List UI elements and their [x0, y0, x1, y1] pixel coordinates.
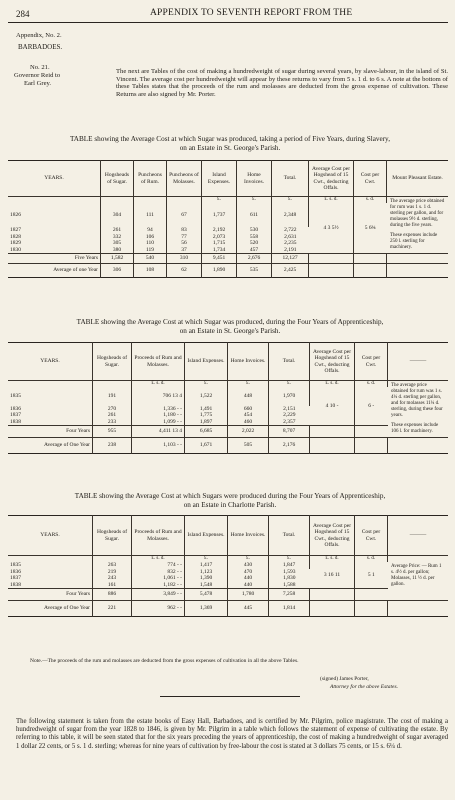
- unit: £. s. d.: [310, 381, 355, 388]
- t3-h-remarks: ———: [388, 516, 449, 556]
- t1-remark-1: The average price obtained for rum was 1 s. 1 d. sterling per gallon, and for molasses 9½ d. sterling, during the five years.: [390, 199, 445, 228]
- rum: 94: [134, 227, 167, 233]
- label: Four Years: [8, 426, 93, 438]
- island: 1,548: [185, 582, 228, 589]
- t3-h-hogsheads: Hogsheads of Sugar.: [93, 516, 132, 556]
- unit: £. s. d.: [132, 381, 185, 388]
- year: 1829: [8, 240, 101, 246]
- hogsheads: 306: [101, 264, 134, 278]
- year: 1836: [8, 569, 93, 575]
- t1-per-cwt: 5 6¾: [364, 225, 376, 231]
- proceeds: 774 - -: [132, 562, 185, 568]
- unit: £. s. d.: [310, 556, 355, 563]
- hogsheads: 221: [93, 601, 132, 617]
- year: 1827: [8, 227, 101, 233]
- total: 2,348: [272, 203, 309, 227]
- unit: £.: [185, 381, 228, 388]
- proceeds: 1,103 - -: [132, 438, 185, 454]
- hogsheads: 380: [101, 247, 134, 254]
- island: 1,369: [185, 601, 228, 617]
- year: 1838: [8, 582, 93, 589]
- molasses: 56: [167, 240, 202, 246]
- total: 12,127: [272, 254, 309, 264]
- table2-caption-2: on an Estate in St. George's Parish.: [179, 327, 281, 335]
- hogsheads: 243: [93, 575, 132, 581]
- island: 9,451: [202, 254, 237, 264]
- proceeds: 1,182 - -: [132, 582, 185, 589]
- sidebar-colony: BARBADOES.: [18, 43, 63, 51]
- molasses: 67: [167, 203, 202, 227]
- table2: [8, 342, 448, 454]
- proceeds: 832 - -: [132, 569, 185, 575]
- molasses: 77: [167, 234, 202, 240]
- t1-avg-hhd: 4 3 5½: [309, 203, 354, 253]
- t3-remarks-cell: [388, 556, 449, 601]
- home: 470: [228, 569, 269, 575]
- t1-h-cwt: Cost per Cwt.: [354, 161, 387, 197]
- island: 1,715: [202, 240, 237, 246]
- molasses: 37: [167, 247, 202, 254]
- home: 457: [237, 247, 272, 254]
- t1-h-avg: Average Cost per Hogshead of 15 Cwt., deducting Offals.: [309, 161, 354, 197]
- table1-caption-2: on an Estate in St. George's Parish.: [179, 144, 281, 152]
- proceeds: 3,849 - -: [132, 589, 185, 601]
- t2-h-cwt: Cost per Cwt.: [355, 343, 388, 381]
- table3: [8, 515, 448, 617]
- t3-average-row: [8, 601, 448, 617]
- proceeds: 1,180 - -: [132, 412, 185, 418]
- island: 5,478: [185, 589, 228, 601]
- sidebar-governor-1: Governor Reid to: [14, 72, 61, 79]
- molasses: 62: [167, 264, 202, 278]
- home: 448: [228, 387, 269, 405]
- t3-four-years-row: [8, 589, 448, 601]
- t1-h-molasses: Puncheons of Molasses.: [167, 161, 202, 197]
- t3-avg-hhd: 3 16 11: [310, 562, 355, 588]
- total: 1,593: [283, 568, 296, 575]
- t2-average-row: [8, 438, 448, 454]
- year: 1830: [8, 247, 101, 254]
- hogsheads: 1,582: [101, 254, 134, 264]
- label: Four Years: [8, 589, 93, 601]
- total: 1,814: [269, 601, 310, 617]
- t2-h-island: Island Expenses.: [185, 343, 228, 381]
- island: 1,417: [185, 562, 228, 568]
- island: 1,390: [185, 575, 228, 581]
- unit: s. d.: [355, 556, 388, 563]
- unit: £. s. d.: [309, 197, 354, 204]
- sidebar-governor-2: Earl Grey.: [24, 80, 52, 87]
- t1-h-rum: Puncheons of Rum.: [134, 161, 167, 197]
- island: 6,685: [185, 426, 228, 438]
- t3-h-cwt: Cost per Cwt.: [355, 516, 388, 556]
- island: 1,491: [185, 406, 228, 412]
- home: 445: [228, 601, 269, 617]
- t1-five-years-row: [8, 254, 448, 264]
- t3-per-cwt: 5 1: [367, 572, 375, 579]
- rum: 108: [134, 264, 167, 278]
- rum: 119: [134, 247, 167, 254]
- hogsheads: 261: [93, 412, 132, 418]
- molasses: 83: [167, 227, 202, 233]
- total: 2,631: [284, 233, 297, 240]
- t3-remark-1: Average Price: — Rum 1 s. 4½ d. per gallon; Molasses, 11 ½ d. per gallon.: [391, 564, 442, 587]
- rum: 106: [134, 234, 167, 240]
- home: 520: [237, 240, 272, 246]
- home: 454: [228, 412, 269, 418]
- signature-line: (signed) James Porter,: [320, 676, 369, 682]
- t2-h-years: YEARS.: [8, 343, 93, 381]
- table-row: [8, 203, 448, 227]
- proceeds: 706 13 4: [132, 387, 185, 405]
- t1-h-home: Home Invoices.: [237, 161, 272, 197]
- label: Average of one Year: [8, 264, 101, 278]
- home: 535: [237, 264, 272, 278]
- proceeds: 1,061 - -: [132, 575, 185, 581]
- sidebar-number: No. 21.: [30, 64, 50, 71]
- table1-caption-1: TABLE showing the Average Cost at which Sugar was produced, taking a period of Five Years, during Slavery,: [69, 135, 390, 143]
- year: 1836: [8, 406, 93, 412]
- t1-h-total: Total.: [272, 161, 309, 197]
- home: 460: [228, 419, 269, 426]
- t1-h-hogsheads: Hogsheads of Sugar.: [101, 161, 134, 197]
- hogsheads: 238: [93, 438, 132, 454]
- sidebar-appendix: Appendix, No. 2.: [16, 32, 62, 39]
- footnote: Note.—The proceeds of the rum and molasses are deducted from the gross expenses of cultivation in all the above Tables.: [30, 658, 299, 664]
- total: 8,707: [269, 426, 310, 438]
- hogsheads: 332: [101, 234, 134, 240]
- island: 1,897: [185, 419, 228, 426]
- proceeds: 962 - -: [132, 601, 185, 617]
- total: 2,357: [283, 418, 296, 425]
- table-row: [8, 387, 448, 405]
- t3-h-island: Island Expenses.: [185, 516, 228, 556]
- total: 2,235: [284, 240, 297, 247]
- island: 1,775: [185, 412, 228, 418]
- t1-h-remarks: Mount Pleasant Estate.: [387, 161, 449, 197]
- year: 1828: [8, 234, 101, 240]
- hogsheads: 955: [93, 426, 132, 438]
- t3-h-proceeds: Proceeds of Rum and Molasses.: [132, 516, 185, 556]
- home: 505: [228, 438, 269, 454]
- home: 530: [237, 227, 272, 233]
- table1: [8, 160, 448, 278]
- home: 2,022: [228, 426, 269, 438]
- hogsheads: 305: [101, 240, 134, 246]
- proceeds: 1,099 - -: [132, 419, 185, 426]
- hogsheads: 219: [93, 569, 132, 575]
- table2-caption-1: TABLE showing the Average Cost at which Sugar was produced, during the Four Years of Apprenticeship,: [76, 318, 384, 326]
- year: 1835: [8, 387, 93, 405]
- molasses: 310: [167, 254, 202, 264]
- hogsheads: 233: [93, 419, 132, 426]
- t3-h-total: Total.: [269, 516, 310, 556]
- year: 1835: [8, 562, 93, 568]
- label: Five Years: [8, 254, 101, 264]
- total: 1,970: [269, 387, 310, 405]
- page-number: 284: [16, 9, 30, 19]
- hogsheads: 191: [93, 387, 132, 405]
- t2-avg-hhd: 4 10 -: [310, 387, 355, 425]
- t3-h-avg: Average Cost per Hogshead of 15 Cwt., deducting Offals.: [310, 516, 355, 556]
- t1-h-island: Island Expenses.: [202, 161, 237, 197]
- label: Average of One Year: [8, 438, 93, 454]
- year: 1838: [8, 419, 93, 426]
- island: 1,123: [185, 569, 228, 575]
- t3-h-years: YEARS.: [8, 516, 93, 556]
- home: 430: [228, 562, 269, 568]
- table3-caption-1: TABLE showing the Average Cost at which Sugars were produced during the Four Years of Apprenticeship,: [74, 492, 386, 500]
- t2-remarks-cell: [388, 381, 449, 438]
- total: 1,847: [269, 562, 310, 568]
- total: 2,176: [269, 438, 310, 454]
- total: 2,425: [272, 264, 309, 278]
- rum: 110: [134, 240, 167, 246]
- year: 1837: [8, 412, 93, 418]
- hogsheads: 304: [101, 203, 134, 227]
- total: 7,258: [269, 589, 310, 601]
- intro-paragraph: The next are Tables of the cost of making a hundredweight of sugar during several years, by slave-labour, in the island of St. Vincent. The average cost per hundredweight will appear by these returns to vary from 5 s. 1 d. to 6 s. A note at the bottom of these Tables states that the proceeds of the rum and molasses are deducted from the gross expense of cultivation. These Returns are also signed by Mr. Porter.: [116, 68, 448, 98]
- t2-h-home: Home Invoices.: [228, 343, 269, 381]
- island: 1,890: [202, 264, 237, 278]
- hogsheads: 263: [93, 562, 132, 568]
- table3-caption-2: on an Estate in Charlotte Parish.: [183, 501, 277, 509]
- unit: £.: [269, 381, 310, 388]
- closing-paragraph: The following statement is taken from the estate books of Easy Hall, Barbadoes, and is certified by Mr. Pilgrim, police magistrate. The cost of making a hundredweight of sugar from the year 1828 to 1846, is given by Mr. Pilgrim in a table which follows the statement of expense of cultivating the estate. By referring to this table, it will be seen stated that for the six years preceding the years of apprenticeship, the cost of making a hundredweight of sugar averaged 1 dollar 22 cents, or 5 s. 1 d. sterling; whereas for nine years of cultivation by free-labour the cost is stated at 3 dollars 75 cents, or 15 s. 6¼ d.: [16, 718, 448, 750]
- island: 2,073: [202, 234, 237, 240]
- island: 1,734: [202, 247, 237, 254]
- hogsheads: 261: [101, 227, 134, 233]
- unit: s. d.: [354, 197, 387, 204]
- section-rule: [160, 696, 300, 697]
- t2-h-hogsheads: Hogsheads of Sugar.: [93, 343, 132, 381]
- rum: 111: [134, 203, 167, 227]
- unit: £. s. d.: [132, 556, 185, 563]
- t2-h-total: Total.: [269, 343, 310, 381]
- label: Average of One Year: [8, 601, 93, 617]
- t2-remark-1: The average price obtained for rum was 1 s. 4¼ d. sterling per gallon, and for molasses 11¼ d. sterling, during these four years.: [391, 383, 443, 418]
- unit: £.: [228, 381, 269, 388]
- island: 2,192: [202, 227, 237, 233]
- running-title: APPENDIX TO SEVENTH REPORT FROM THE: [150, 8, 353, 18]
- total: 2,722: [284, 227, 297, 234]
- total: 1,588: [283, 581, 296, 588]
- year: 1826: [8, 203, 101, 227]
- proceeds: 4,411 13 4: [132, 426, 185, 438]
- unit: s. d.: [355, 381, 388, 388]
- total: 2,151: [283, 405, 296, 412]
- hogsheads: 270: [93, 406, 132, 412]
- home: 660: [228, 406, 269, 412]
- home: 558: [237, 234, 272, 240]
- proceeds: 1,336 - -: [132, 406, 185, 412]
- header-rule: [8, 22, 448, 23]
- hogsheads: 886: [93, 589, 132, 601]
- t2-remark-2: These expenses include 106 l. for machinery.: [391, 423, 439, 434]
- unit: £.: [185, 556, 228, 563]
- t1-h-years: YEARS.: [8, 161, 101, 197]
- total: 2,191: [284, 246, 297, 253]
- rum: 540: [134, 254, 167, 264]
- unit: £.: [202, 197, 237, 204]
- t2-four-years-row: [8, 426, 448, 438]
- island: 1,522: [185, 387, 228, 405]
- t1-remarks-cell: [387, 197, 449, 254]
- hogsheads: 161: [93, 582, 132, 589]
- t1-remark-2: These expenses include 250 l. sterling for machinery.: [390, 233, 438, 250]
- island: 1,737: [202, 203, 237, 227]
- unit: £.: [269, 556, 310, 563]
- home: 2,676: [237, 254, 272, 264]
- unit: £.: [237, 197, 272, 204]
- t1-average-row: [8, 264, 448, 278]
- island: 1,671: [185, 438, 228, 454]
- year: 1837: [8, 575, 93, 581]
- signature-role: Attorney for the above Estates.: [330, 684, 398, 690]
- t2-h-avg: Average Cost per Hogshead of 15 Cwt., deducting Offals.: [310, 343, 355, 381]
- t2-h-remarks: ———: [388, 343, 449, 381]
- unit: £.: [272, 197, 309, 204]
- home: 440: [228, 582, 269, 589]
- home: 440: [228, 575, 269, 581]
- total: 2,229: [283, 412, 296, 419]
- unit: £.: [228, 556, 269, 563]
- t3-h-home: Home Invoices.: [228, 516, 269, 556]
- t2-h-proceeds: Proceeds of Rum and Molasses.: [132, 343, 185, 381]
- home: 611: [237, 203, 272, 227]
- total: 1,830: [283, 575, 296, 582]
- home: 1,780: [228, 589, 269, 601]
- t2-per-cwt: 6 -: [368, 403, 375, 409]
